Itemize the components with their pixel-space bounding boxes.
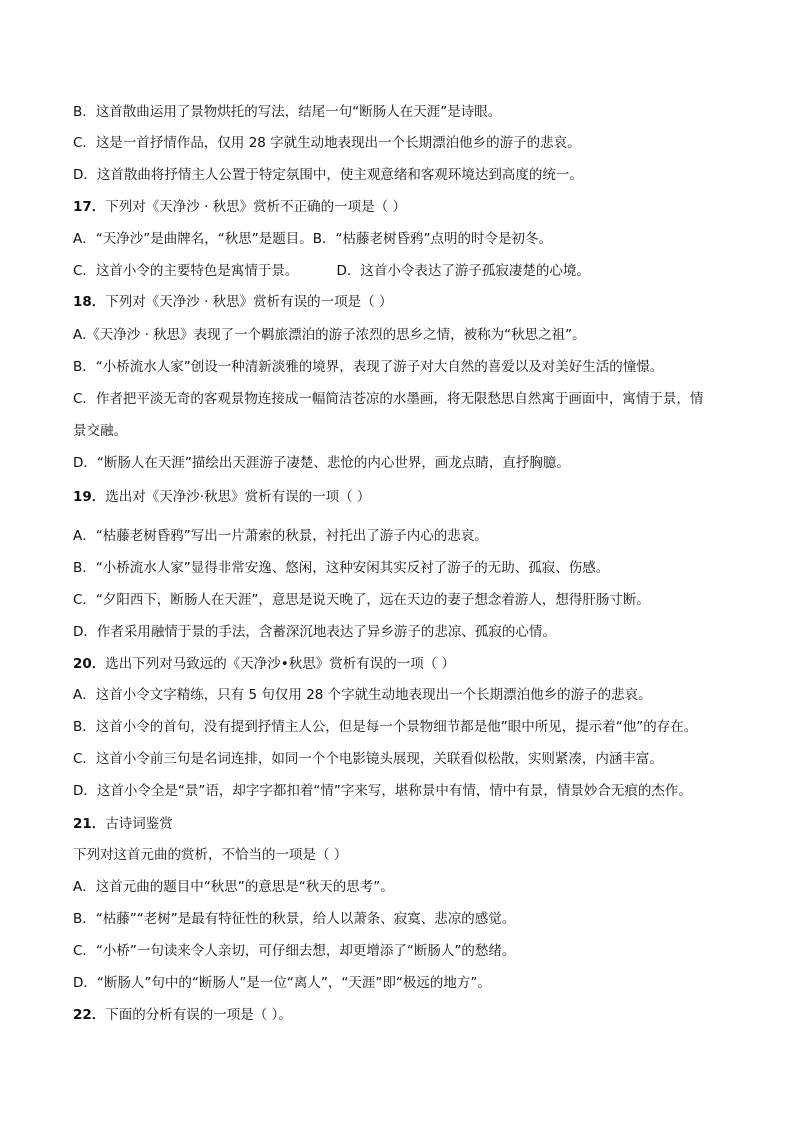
- option-row: [73, 261, 753, 281]
- option-text: 景交融。: [73, 423, 127, 439]
- option-text: D．作者采用融情于景的手法，含蓄深沉地表达了异乡游子的悲凉、孤寂的心情。: [73, 624, 556, 640]
- option-text: B．“枯藤”“老树”是最有特征性的秋景，给人以萧条、寂寞、悲凉的感觉。: [73, 911, 516, 927]
- option-text: A．“天净沙”是曲牌名，“秋思”是题目。B．“枯藤老树昏鸦”点明的时令是初冬。: [73, 231, 552, 247]
- question-21: [73, 814, 753, 834]
- option-text: B．“小桥流水人家”显得非常安逸、悠闲，这种安闲其实反衬了游子的无助、孤寂、伤感。: [73, 560, 610, 576]
- option-text: C．“夕阳西下，断肠人在天涯”，意思是说天晚了，远在天边的妻子想念着游人，想得肝肠寸断。: [73, 592, 650, 608]
- option-text: A.《天净沙 · 秋思》表现了一个羁旅漂泊的游子浓烈的思乡之情，被称为“秋思之祖”。: [73, 327, 586, 343]
- option-text: B．“小桥流水人家”创设一种清新淡雅的境界，表现了游子对大自然的喜爱以及对美好生活的憧憬。: [73, 359, 664, 375]
- question-22: [73, 1005, 753, 1025]
- question-number: 22．: [73, 1007, 106, 1023]
- question-prompt: 下列对这首元曲的赏析，不恰当的一项是（ ）: [73, 847, 348, 863]
- option-text: D．“断肠人”句中的“断肠人”是一位“离人”，“天涯”即“极远的地方”。: [73, 975, 491, 991]
- option-text: D．“断肠人在天涯”描绘出天涯游子凄楚、悲怆的内心世界，画龙点睛，直抒胸臆。: [73, 455, 570, 471]
- option-text: C．作者把平淡无奇的客观景物连接成一幅简洁苍凉的水墨画，将无限愁思自然寓于画面中，寓情于景，情: [73, 391, 704, 407]
- option-text: D．这首小令表达了游子孤寂凄楚的心境。: [336, 263, 590, 279]
- question-number: 18．: [73, 294, 106, 310]
- question-number: 17．: [73, 199, 106, 215]
- question-number: 19．: [73, 489, 106, 505]
- question-18: [73, 292, 753, 312]
- option-text: A．这首小令文字精练，只有 5 句仅用 28 个字就生动地表现出一个长期漂泊他乡的游子的悲哀。: [73, 687, 652, 703]
- question-text: 选出下列对马致远的《天净沙•秋思》赏析有误的一项（ ）: [105, 656, 456, 672]
- option-text: B．这首小令的首句，没有提到抒情主人公，但是每一个景物细节都是他”眼中所见，提示着“他”的存在。: [73, 719, 698, 735]
- option-text: C．“小桥”一句读来令人亲切，可仔细去想，却更增添了“断肠人”的愁绪。: [73, 943, 516, 959]
- question-text: 下面的分析有误的一项是（ ）。: [105, 1007, 292, 1023]
- question-20: [73, 654, 753, 674]
- option-text: C．这首小令前三句是名词连排，如同一个个电影镜头展现，关联看似松散，实则紧凑，内涵丰富。: [73, 751, 663, 767]
- option-text: A．这首元曲的题目中“秋思”的意思是“秋天的思考”。: [73, 879, 394, 895]
- option-text: A．“枯藤老树昏鸦”写出一片萧索的秋景，衬托出了游子内心的悲哀。: [73, 528, 488, 544]
- question-number: 20．: [73, 656, 106, 672]
- question-text: 古诗词鉴赏: [105, 816, 173, 832]
- option-text: C．这是一首抒情作品，仅用 28 字就生动地表现出一个长期漂泊他乡的游子的悲哀。: [73, 135, 581, 151]
- option-text: D．这首小令全是“景”语，却字字都扣着“情”字来写，堪称景中有情，情中有景，情景妙合无痕的杰作。: [73, 783, 692, 799]
- question-number: 21．: [73, 816, 106, 832]
- question-17: [73, 197, 753, 217]
- option-text: D．这首散曲将抒情主人公置于特定氛围中，使主观意绪和客观环境达到高度的统一。: [73, 167, 583, 183]
- question-19: [73, 487, 753, 507]
- question-text: 下列对《天净沙 · 秋思》赏析不正确的一项是（ ）: [105, 199, 406, 215]
- option-text: B．这首散曲运用了景物烘托的写法，结尾一句“断肠人在天涯”是诗眼。: [73, 104, 502, 120]
- option-text: C．这首小令的主要特色是寓情于景。: [73, 263, 299, 279]
- question-text: 选出对《天净沙·秋思》赏析有误的一项（ ）: [105, 489, 371, 505]
- question-text: 下列对《天净沙 · 秋思》赏析有误的一项是（ ）: [105, 294, 393, 310]
